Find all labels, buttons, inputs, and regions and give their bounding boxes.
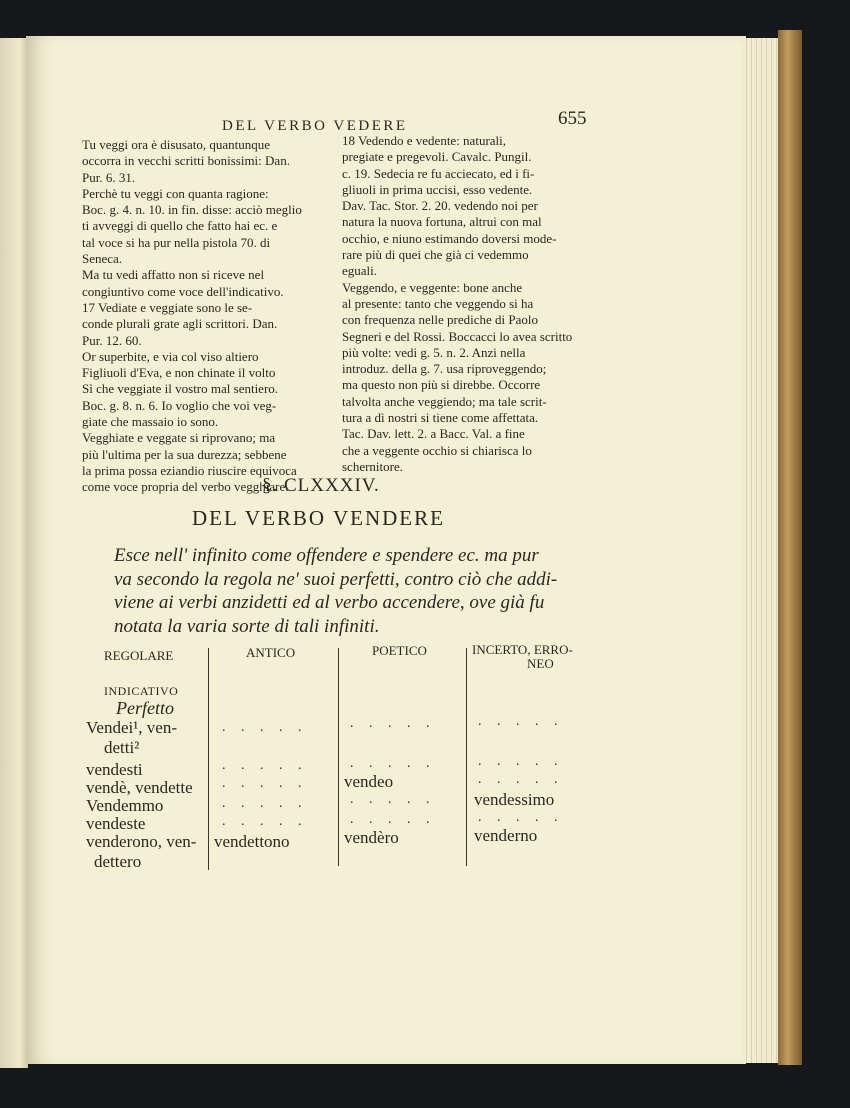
dot-leader: . . . . .: [222, 758, 308, 773]
dot-leader: . . . . .: [350, 812, 436, 827]
form-incerto: vendessimo: [474, 790, 555, 809]
text-line: conde plurali grate agli scrittori. Dan.: [82, 316, 278, 332]
left-text-column: [82, 137, 302, 496]
form-regolare: vendesti: [86, 760, 143, 779]
form-regolare: Vendemmo: [86, 796, 164, 815]
text-line: schernitore.: [342, 458, 404, 474]
text-line: tal voce si ha pur nella pistola 70. di: [82, 234, 271, 250]
column-rule: [466, 648, 467, 866]
form-regolare: vendeste: [86, 814, 146, 833]
column-rule: [338, 648, 339, 866]
text-line: tura a dì nostri si tiene come affettata.: [342, 410, 539, 426]
col-header-poetico: POETICO: [372, 643, 427, 658]
text-line: Tu veggi ora è disusato, quantunque: [82, 137, 270, 152]
form-regolare: Vendei¹, ven-: [86, 718, 178, 737]
text-line: gliuoli in prima uccisi, esso vedente.: [342, 181, 533, 197]
text-line: pregiate e pregevoli. Cavalc. Pungil.: [342, 149, 532, 165]
dot-leader: . . . . .: [478, 754, 564, 769]
form-incerto: venderno: [474, 826, 538, 845]
text-line: al presente: tanto che veggendo si ha: [342, 295, 534, 311]
book-cover-edge: [778, 30, 802, 1065]
left-page-edge: [0, 38, 28, 1068]
text-line: Pur. 6. 31.: [82, 169, 136, 185]
text-line: talvolta anche veggiendo; ma tale scrit-: [342, 393, 547, 409]
dot-leader: . . . . .: [478, 772, 564, 787]
text-line: giate che massaio io sono.: [82, 414, 219, 430]
text-line: rare più di quei che già ci vedemmo: [342, 247, 529, 263]
text-line: con frequenza nelle prediche di Paolo: [342, 312, 538, 328]
text-line: la prima possa eziandio riuscire equivoca: [82, 462, 297, 478]
intro-line: Esce nell' infinito come offendere e spendere ec. ma pur: [114, 545, 539, 566]
form-regolare: venderono, ven-: [86, 832, 197, 851]
form-regolare: vendè, vendette: [86, 778, 193, 797]
text-line: congiuntivo come voce dell'indicativo.: [82, 283, 284, 299]
dot-leader: . . . . .: [222, 776, 308, 791]
dot-leader: . . . . .: [350, 792, 436, 807]
text-line: Ma tu vedi affatto non si riceve nel: [82, 267, 265, 283]
col-header-antico: ANTICO: [246, 645, 296, 660]
text-line: più l'ultima per la sua durezza; sebbene: [82, 446, 287, 462]
page-edges: [742, 38, 780, 1063]
text-line: Veggendo, e veggente: bone anche: [342, 279, 523, 295]
tense-label: Perfetto: [116, 698, 174, 718]
text-line: Sì che veggiate il vostro mal sentiero.: [82, 381, 279, 397]
text-line: che a veggente occhio si chiarisca lo: [342, 442, 532, 458]
text-line: Vegghiate e veggate si riprovano; ma: [82, 430, 276, 446]
section-title: DEL VERBO VENDERE: [192, 506, 445, 530]
page-number: 655: [558, 108, 587, 129]
text-line: più volte: vedi g. 5. n. 2. Anzi nella: [342, 344, 526, 360]
text-line: eguali.: [342, 263, 378, 279]
text-line: Tac. Dav. lett. 2. a Bacc. Val. a fine: [342, 426, 525, 442]
intro-line: viene ai verbi anzidetti ed al verbo accendere, ove già fu: [114, 592, 545, 613]
text-line: Or superbite, e via col viso altiero: [82, 348, 259, 364]
text-line: Perchè tu veggi con quanta ragione:: [82, 185, 269, 201]
text-line: occhio, e niuno estimando doversi mode-: [342, 230, 557, 246]
mood-label: INDICATIVO: [104, 684, 179, 698]
text-line: occorra in vecchi scritti bonissimi: Dan.: [82, 153, 290, 169]
form-poetico: vendeo: [344, 772, 394, 791]
dot-leader: . . . . .: [222, 796, 308, 811]
col-header-regolare: REGOLARE: [104, 648, 174, 663]
col-header-incerto-2: NEO: [527, 656, 554, 671]
section-number: §. CLXXXIV.: [262, 475, 380, 496]
text-line: ma questo non più si direbbe. Occorre: [342, 377, 541, 393]
dot-leader: . . . . .: [478, 810, 564, 825]
text-line: Dav. Tac. Stor. 2. 20. vedendo noi per: [342, 198, 538, 214]
column-rule: [208, 648, 209, 870]
text-line: Boc. g. 4. n. 10. in fin. disse: acciò meglio: [82, 202, 302, 218]
dot-leader: . . . . .: [350, 716, 436, 731]
text-line: Figliuoli d'Eva, e non chinate il volto: [82, 365, 276, 381]
text-line: c. 19. Sedecia re fu acciecato, ed i fi-: [342, 165, 535, 181]
form-antico: vendettono: [214, 832, 290, 851]
col-header-incerto: INCERTO, ERRO-: [472, 642, 573, 657]
dot-leader: . . . . .: [350, 756, 436, 771]
text-line: Boc. g. 8. n. 6. Io voglio che voi veg-: [82, 397, 277, 413]
form-poetico: vendèro: [344, 828, 399, 847]
dot-leader: . . . . .: [478, 714, 564, 729]
text-line: introduz. della g. 7. usa riproveggendo;: [342, 361, 547, 377]
intro-line: va secondo la regola ne' suoi perfetti, contro ciò che addi-: [114, 568, 558, 590]
dot-leader: . . . . .: [222, 814, 308, 829]
intro-line: notata la varia sorte di tali infiniti.: [114, 615, 380, 637]
right-text-column: [342, 133, 572, 475]
text-line: Seneca.: [82, 251, 123, 267]
form-regolare: dettero: [94, 852, 142, 871]
text-line: ti avveggi di quello che fatto hai ec. e: [82, 218, 278, 234]
section-intro: [114, 544, 557, 638]
text-line: natura la nuova fortuna, altrui con mal: [342, 214, 542, 230]
text-line: come voce propria del verbo vegghiare.: [82, 479, 289, 495]
form-regolare: detti²: [104, 738, 140, 757]
dot-leader: . . . . .: [222, 720, 308, 735]
running-header: DEL VERBO VEDERE: [222, 118, 408, 134]
text-line: Segneri e del Rossi. Boccacci lo avea scritto: [342, 328, 573, 344]
text-line: 17 Vediate e veggiate sono le se-: [82, 299, 253, 315]
text-line: Pur. 12. 60.: [82, 332, 142, 348]
text-line: 18 Vedendo e vedente: naturali,: [342, 133, 507, 148]
